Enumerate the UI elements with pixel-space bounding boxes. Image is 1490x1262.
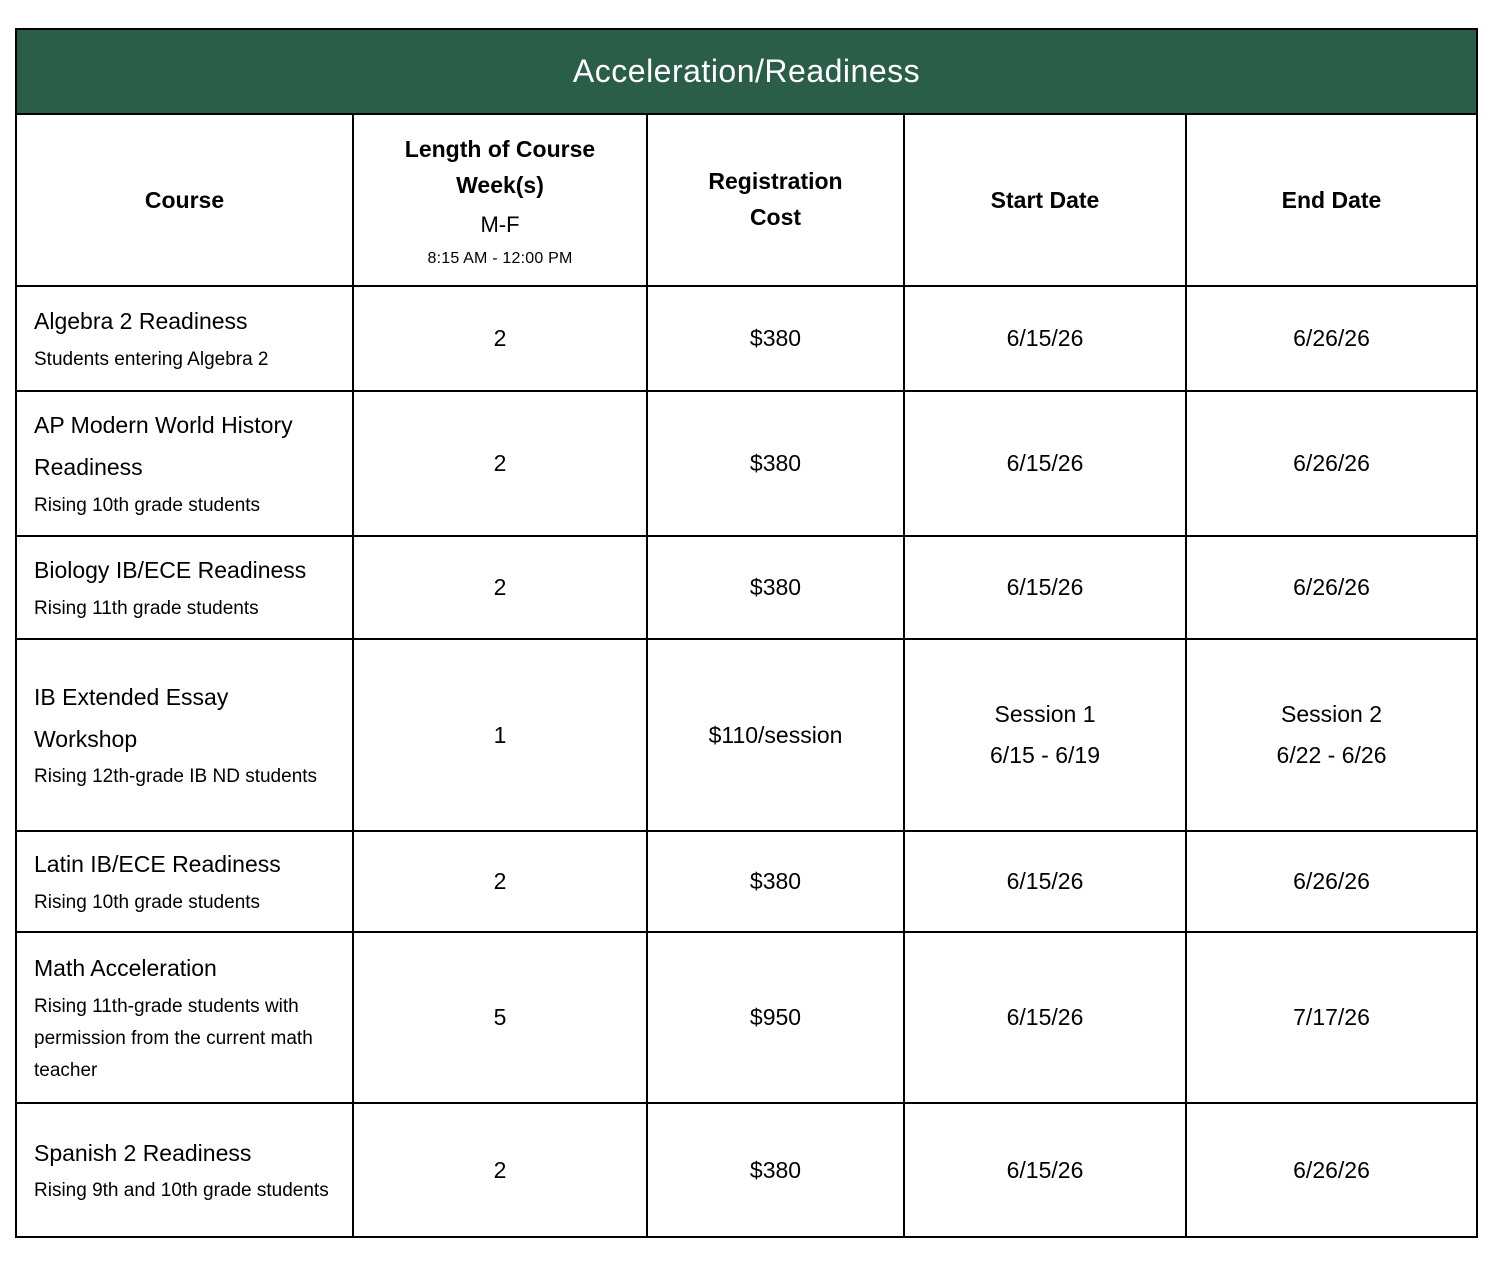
course-name: Math Acceleration <box>34 955 217 982</box>
course-name: Spanish 2 Readiness <box>34 1139 252 1166</box>
course-audience: Rising 12th-grade IB ND students <box>34 766 318 788</box>
table-row <box>16 286 1477 391</box>
length-cell: 2 <box>353 1103 647 1237</box>
column-header-length <box>353 114 647 286</box>
end-date-cell: 6/26/26 <box>1186 286 1477 391</box>
column-header-start: Start Date <box>904 114 1186 286</box>
cost-cell: $380 <box>647 536 904 639</box>
table-row <box>16 1103 1477 1237</box>
length-cell: 2 <box>353 391 647 536</box>
course-name: IB Extended Essay Workshop <box>34 683 229 752</box>
column-header-cost <box>647 114 904 286</box>
table-row <box>16 536 1477 639</box>
course-cell <box>16 391 353 536</box>
table-row <box>16 639 1477 831</box>
cost-cell: $380 <box>647 391 904 536</box>
table-row <box>16 932 1477 1103</box>
end-date-cell: 6/26/26 <box>1186 391 1477 536</box>
column-header-row <box>16 114 1477 286</box>
course-audience: Rising 10th grade students <box>34 494 261 516</box>
course-audience: Rising 9th and 10th grade students <box>34 1180 329 1202</box>
length-cell: 2 <box>353 536 647 639</box>
end-date-cell <box>1186 639 1477 831</box>
title-row <box>16 29 1477 114</box>
course-cell <box>16 932 353 1103</box>
length-cell: 5 <box>353 932 647 1103</box>
course-audience: Rising 11th grade students <box>34 597 259 619</box>
table-title: Acceleration/Readiness <box>16 29 1477 114</box>
course-name: Biology IB/ECE Readiness <box>34 557 307 584</box>
course-cell <box>16 1103 353 1237</box>
end-date-cell: 6/26/26 <box>1186 536 1477 639</box>
length-header-days: M-F <box>480 211 520 237</box>
course-audience: Rising 11th-grade students with permission from the current math teacher <box>34 996 313 1081</box>
cost-header-title: Registration Cost <box>708 168 843 230</box>
length-cell: 1 <box>353 639 647 831</box>
course-cell <box>16 286 353 391</box>
start-date-cell: 6/15/26 <box>904 1103 1186 1237</box>
cost-cell: $110/session <box>647 639 904 831</box>
session-dates: 6/22 - 6/26 <box>1276 742 1387 768</box>
cost-cell: $380 <box>647 1103 904 1237</box>
course-audience: Students entering Algebra 2 <box>34 348 269 370</box>
column-header-end: End Date <box>1186 114 1477 286</box>
start-date-cell: 6/15/26 <box>904 286 1186 391</box>
length-header-title: Length of Course Week(s) <box>404 136 596 198</box>
course-cell <box>16 536 353 639</box>
course-audience: Rising 10th grade students <box>34 891 261 913</box>
start-date-cell <box>904 639 1186 831</box>
table-row <box>16 391 1477 536</box>
table-row <box>16 831 1477 932</box>
length-header-time: 8:15 AM - 12:00 PM <box>427 249 573 267</box>
cost-cell: $380 <box>647 286 904 391</box>
course-name: Algebra 2 Readiness <box>34 308 248 335</box>
course-name: AP Modern World History Readiness <box>34 412 293 481</box>
cost-cell: $950 <box>647 932 904 1103</box>
cost-cell: $380 <box>647 831 904 932</box>
column-header-course: Course <box>16 114 353 286</box>
length-cell: 2 <box>353 286 647 391</box>
start-date-cell: 6/15/26 <box>904 391 1186 536</box>
start-date-cell: 6/15/26 <box>904 536 1186 639</box>
session-dates: 6/15 - 6/19 <box>990 742 1100 768</box>
course-cell <box>16 831 353 932</box>
course-name: Latin IB/ECE Readiness <box>34 851 281 878</box>
session-label: Session 2 <box>1281 700 1383 727</box>
end-date-cell: 6/26/26 <box>1186 831 1477 932</box>
start-date-cell: 6/15/26 <box>904 932 1186 1103</box>
end-date-cell: 7/17/26 <box>1186 932 1477 1103</box>
start-date-cell: 6/15/26 <box>904 831 1186 932</box>
end-date-cell: 6/26/26 <box>1186 1103 1477 1237</box>
courses-table <box>15 28 1478 1238</box>
course-cell <box>16 639 353 831</box>
length-cell: 2 <box>353 831 647 932</box>
session-label: Session 1 <box>994 700 1096 727</box>
